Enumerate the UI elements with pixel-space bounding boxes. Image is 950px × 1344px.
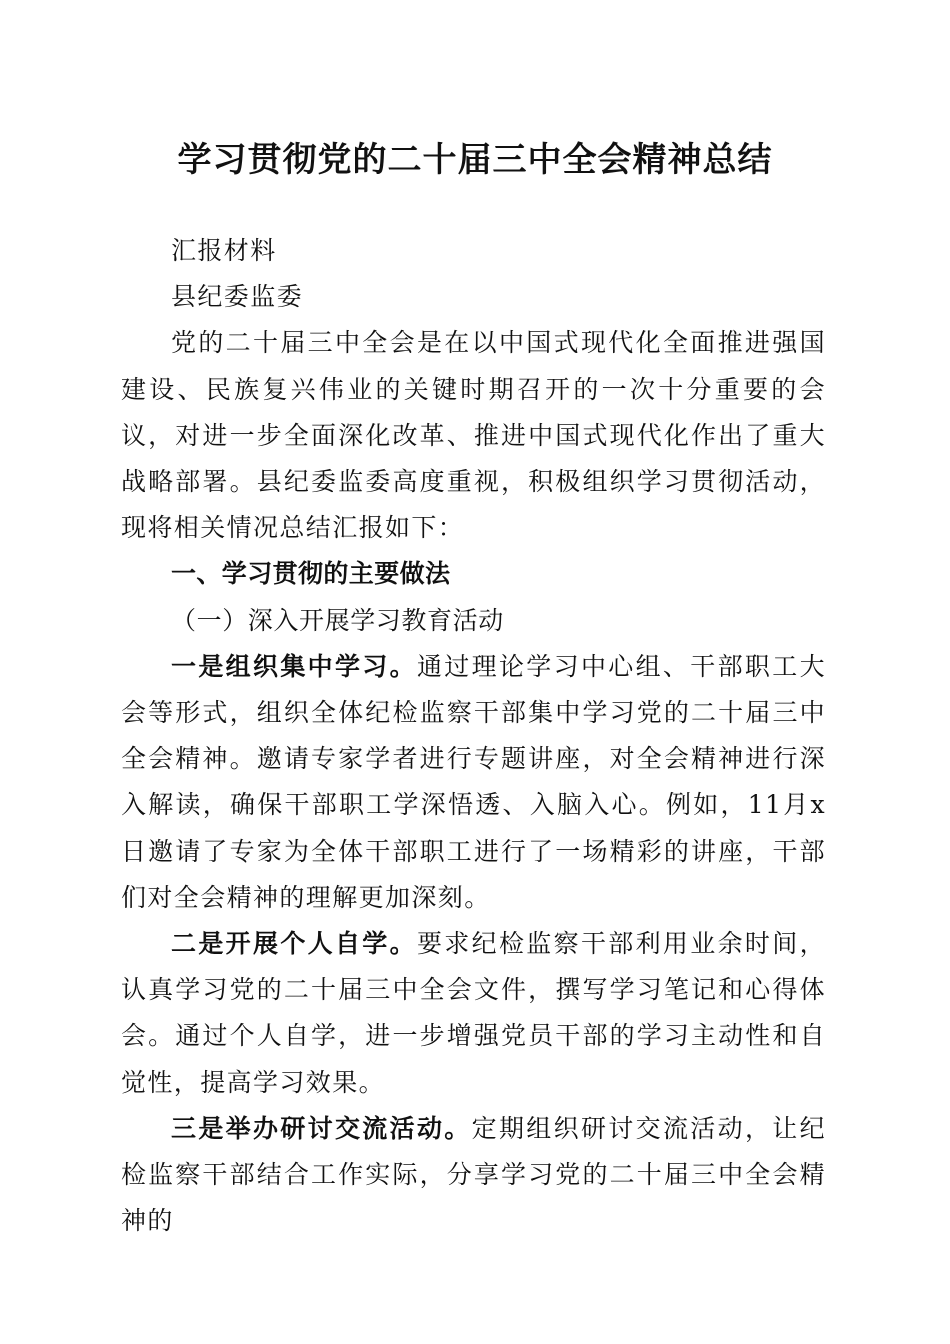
document-body: [121, 228, 826, 1244]
point-text: 定期组织研讨交流活动，让纪检监察干部结合工作实际，分享学习党的二十届三中全会精神的: [121, 1113, 827, 1236]
section-heading: 一、学习贯彻的主要做法: [171, 559, 451, 589]
point-lead: 一是组织集中学习。: [171, 651, 417, 681]
report-type: 汇报材料: [171, 236, 277, 265]
point-paragraph-1: [121, 644, 826, 921]
point-text: 要求纪检监察干部利用业余时间，认真学习党的二十届三中全会文件，撰写学习笔记和心得体会。通过个人自学，进一步增强党员干部的学习主动性和自觉性，提高学习效果。: [121, 929, 826, 1097]
report-author: 县纪委监委: [171, 282, 304, 312]
document-title: 学习贯彻党的二十届三中全会精神总结: [177, 140, 773, 180]
point-paragraph-2: [121, 921, 826, 1106]
point-lead: 二是开展个人自学。: [171, 929, 417, 959]
point-text: 通过理论学习中心组、干部职工大会等形式，组织全体纪检监察干部集中学习党的二十届三中全会精神。邀请专家学者进行专题讲座，对全会精神进行深入解读，确保干部职工学深悟透、入脑入心。例如，11月x日邀请了专家为全体干部职工进行了一场精彩的讲座，干部们对全会精神的理解更加深刻。: [121, 651, 826, 912]
point-paragraph-3: [121, 1106, 826, 1245]
subsection-heading: （一）深入开展学习教育活动: [171, 605, 504, 635]
intro-paragraph: 党的二十届三中全会是在以中国式现代化全面推进强国建设、民族复兴伟业的关键时期召开的一次十分重要的会议，对进一步全面深化改革、推进中国式现代化作出了重大战略部署。县纪委监委高度重视，积极组织学习贯彻活动，现将相关情况总结汇报如下：: [121, 328, 826, 543]
point-lead: 三是举办研讨交流活动。: [171, 1113, 472, 1143]
